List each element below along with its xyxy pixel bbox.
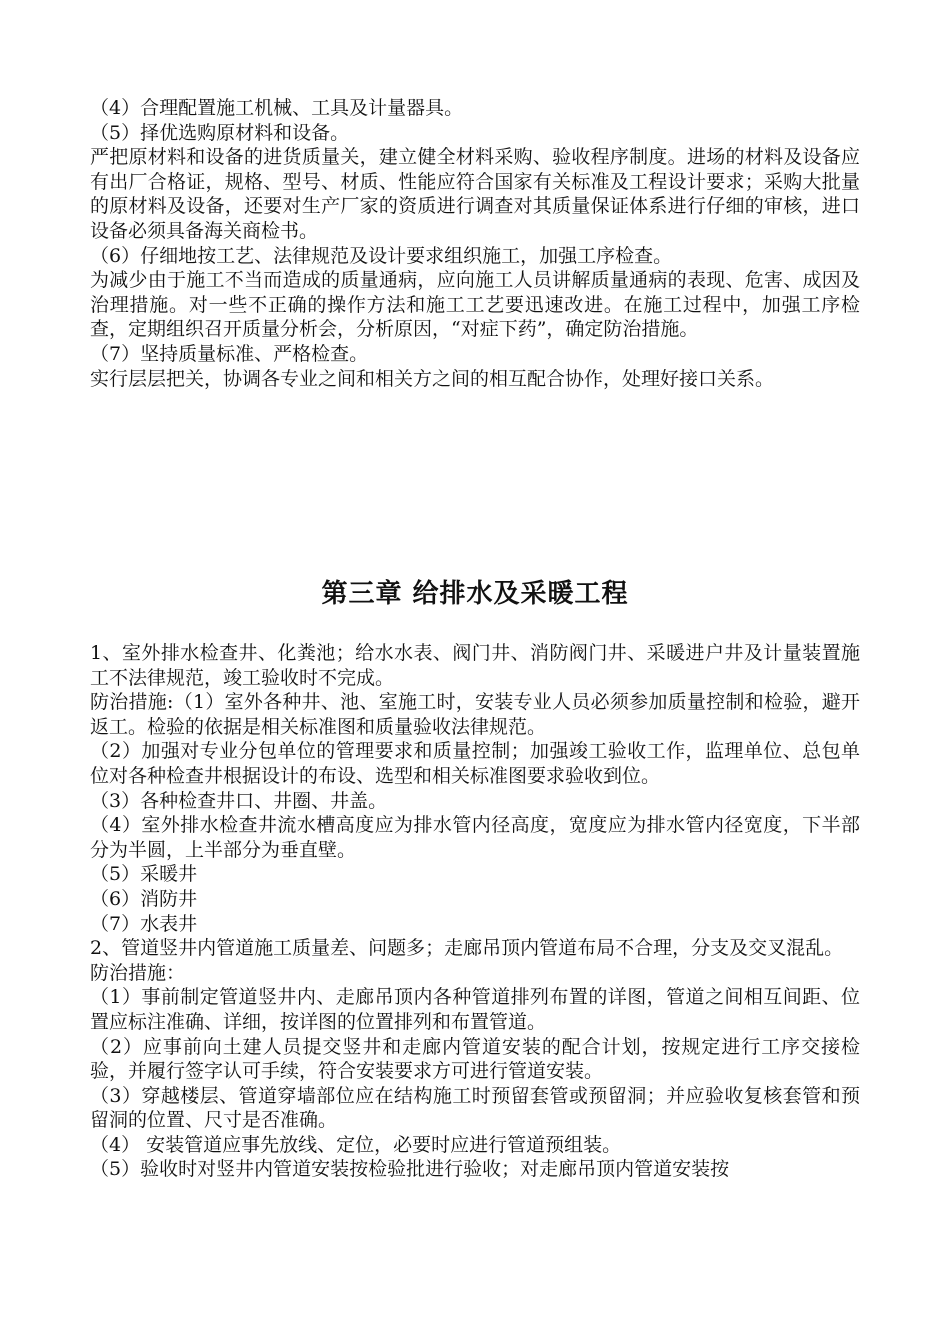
paragraph: （5）择优选购原材料和设备。 [90, 121, 350, 144]
section-quality-measures [90, 96, 860, 391]
paragraph: （4） 安装管道应事先放线、定位，必要时应进行管道预组装。 [90, 1133, 622, 1156]
section-plumbing-heating [90, 641, 860, 1182]
paragraph: （7）水表井 [90, 912, 198, 935]
paragraph: （1）事前制定管道竖井内、走廊吊顶内各种管道排列布置的详图，管道之间相互间距、位置应标注准确、详细，按详图的位置排列和布置管道。 [90, 986, 860, 1033]
paragraph: （5）验收时对竖井内管道安装按检验批进行验收；对走廊吊顶内管道安装按 [90, 1158, 730, 1181]
paragraph: 实行层层把关，协调各专业之间和相关方之间的相互配合协作，处理好接口关系。 [90, 367, 775, 390]
paragraph: （2）加强对专业分包单位的管理要求和质量控制；加强竣工验收工作，监理单位、总包单位对各种检查井根据设计的布设、选型和相关标准图要求验收到位。 [90, 740, 860, 787]
paragraph: （4）合理配置施工机械、工具及计量器具。 [90, 97, 464, 119]
paragraph: （5）采暖井 [90, 863, 198, 886]
paragraph: 防治措施： [90, 961, 186, 984]
paragraph: 严把原材料和设备的进货质量关，建立健全材料采购、验收程序制度。进场的材料及设备应有出厂合格证，规格、型号、材质、性能应符合国家有关标准及工程设计要求；采购大批量的原材料及设备，还要对生产厂家的资质进行调查对其质量保证体系进行仔细的审核，进口设备必须具备海关商检书。 [90, 146, 860, 242]
paragraph: （4）室外排水检查井流水槽高度应为排水管内径高度，宽度应为排水管内径宽度，下半部分为半圆，上半部分为垂直壁。 [90, 814, 860, 861]
paragraph: （6）仔细地按工艺、法律规范及设计要求组织施工，加强工序检查。 [90, 244, 673, 267]
paragraph: （3）各种检查井口、井圈、井盖。 [90, 789, 388, 812]
paragraph: 防治措施:（1）室外各种井、池、室施工时，安装专业人员必须参加质量控制和检验，避开返工。检验的依据是相关标准图和质量验收法律规范。 [90, 691, 860, 738]
paragraph: （2）应事前向土建人员提交竖井和走廊内管道安装的配合计划，按规定进行工序交接检验，并履行签字认可手续，符合安装要求方可进行管道安装。 [90, 1035, 860, 1083]
paragraph: 1、室外排水检查井、化粪池；给水水表、阀门井、消防阀门井、采暖进户井及计量装置施工不法律规范，竣工验收时不完成。 [90, 642, 860, 689]
paragraph: （7）坚持质量标准、严格检查。 [90, 342, 369, 365]
paragraph: （6）消防井 [90, 887, 198, 910]
paragraph: 为减少由于施工不当而造成的质量通病，应向施工人员讲解质量通病的表现、危害、成因及治理措施。对一些不正确的操作方法和施工工艺要迅速改进。在施工过程中，加强工序检查，定期组织召开质量分析会，分析原因，“对症下药”，确定防治措施。 [90, 269, 860, 341]
chapter-title: 第三章 给排水及采暖工程 [321, 579, 629, 609]
paragraph: 2、管道竖井内管道施工质量差、问题多；走廊吊顶内管道布局不合理，分支及交叉混乱。 [90, 937, 844, 960]
paragraph: （3）穿越楼层、管道穿墙部位应在结构施工时预留套管或预留洞；并应验收复核套管和预留洞的位置、尺寸是否准确。 [90, 1084, 860, 1132]
